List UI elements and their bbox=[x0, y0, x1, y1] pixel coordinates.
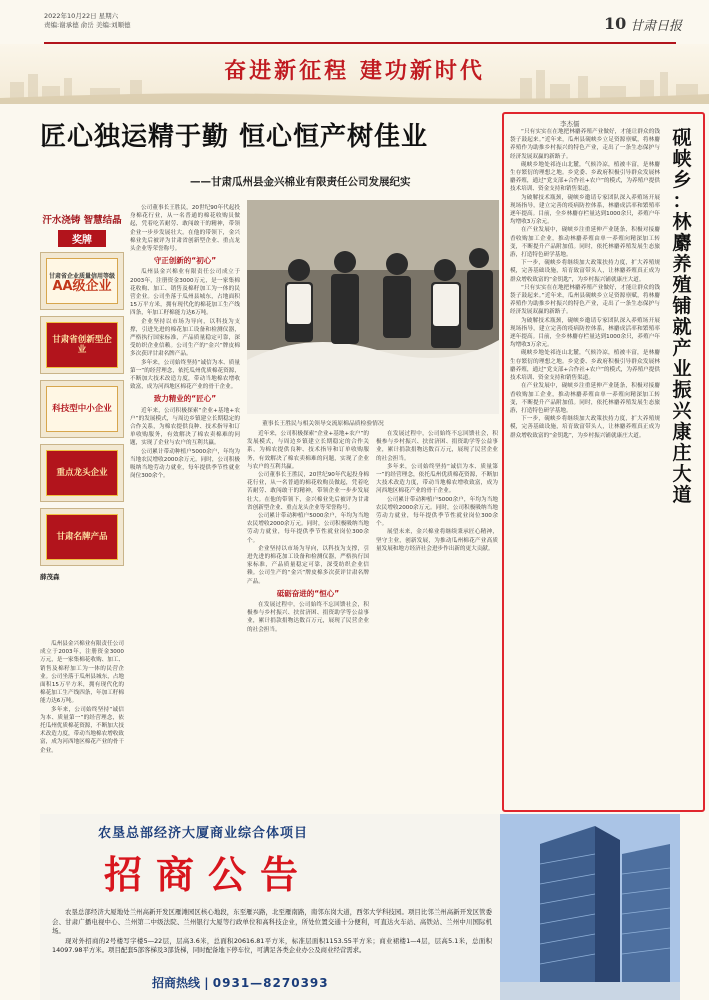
right-article-title bbox=[666, 128, 698, 558]
title-char: 产 bbox=[672, 337, 692, 359]
article-column-2 bbox=[130, 204, 240, 808]
hotline-separator: | bbox=[204, 976, 213, 990]
right-article-author: 李杰儒 bbox=[560, 120, 580, 128]
masthead-meta bbox=[44, 12, 131, 30]
paragraph: 瓜州县金兴棉业有限责任公司成立于2003年，注册资金3000万元，是一家集棉花收购、加工、销售及棉籽加工为一体的民营企业。公司坐落于瓜州县城东，占地面积15万平方米，拥有现代化的棉花加工生产线四条，年加工籽棉能力达6万吨。 bbox=[40, 641, 124, 705]
paragraph: 企业坚持以市场为导向，以科技为支撑，引进先进的棉花加工设备和检测仪器，严格执行国家标准，产品质量稳定可靠，深受纺织企业信赖。公司生产的“金兴”牌皮棉多次获评甘肃名牌产品。 bbox=[247, 545, 369, 585]
title-char: 大 bbox=[672, 463, 692, 485]
award-plaque-inner bbox=[46, 258, 118, 304]
paragraph: 近年来，公司积极探索“企业+基地+农户”的发展模式，与周边乡镇建立长期稳定的合作关系，为棉农提供良种、技术指导和订单收购服务，有效解决了棉农卖棉难的问题，实现了企业与农户的互利共赢。 bbox=[130, 407, 240, 447]
page-number: 10 bbox=[604, 14, 627, 33]
title-char: 康 bbox=[672, 421, 692, 443]
ad-hotline bbox=[152, 974, 329, 991]
paragraph: 公司累计带动种植户5000余户，年均为当地农民增收2000余万元。同时，公司积极吸纳当地劳动力就业，每年提供季节性就业岗位300余个。 bbox=[130, 448, 240, 480]
ad-paragraph: 现对外招商的2号楼写字楼5—22层，层高3.6米，总面积20616.81平方米，标准层面积1153.55平方米；商业裙楼1—4层，层高5.1米，总面积14097.98平方米。项目配套5部客梯及3部货梯，同时配备地下停车位，可满足各类企业办公及商业经营需求。 bbox=[52, 936, 492, 955]
paragraph: 为破解技术瓶颈，砚峡乡邀请专家团队深入养殖场开展现场指导，建立完善的疫病防控体系，林麝成活率和繁殖率逐年提高。目前，全乡林麝存栏量达到1000余只，养殖户年均增收3万余元。 bbox=[510, 194, 660, 226]
photo-caption: 董事长王胜民与相关领导交流原棉品质检验情况 bbox=[262, 421, 384, 427]
title-char: 道 bbox=[672, 484, 692, 506]
paragraph: 公司董事长王胜民，20世纪90年代起投身棉花行业，从一名普通的棉花收购员做起，凭着吃苦耐劳、敢闯敢干的精神，带领企业一步步发展壮大。在他的带领下，金兴棉业先后被评为甘肃省创新型企业、重点龙头企业等荣誉称号。 bbox=[130, 205, 240, 253]
paragraph: 砚峡乡地处祁连山北麓，气候冷凉，植被丰富，是林麝生存繁衍的理想之地。乡党委、乡政府积极引导群众发展林麝养殖，通过“党支部+合作社+农户”的模式，为养殖户提供技术培训、资金支持和销售渠道。 bbox=[510, 161, 660, 193]
sidebar-author: 薛茂森 bbox=[40, 573, 60, 581]
award-plaque bbox=[40, 380, 124, 438]
award-plaque bbox=[40, 508, 124, 566]
title-char: 振 bbox=[672, 379, 692, 401]
article-column-4 bbox=[376, 430, 498, 808]
ad-paragraph: 农垦总部经济大厦地处兰州高新开发区雁滩园区核心地段，东至雁兴路，北至雁南路，南邻东岗大道，西邻大学科技园。项目比邻兰州高新开发区管委会、甘肃广播电视中心、兰州第二中级法院、兰州银行大厦等行政单位和高科技企业，所处位置交通十分便利，可直达火车站、高铁站、兰州中川国际机场。 bbox=[52, 908, 492, 936]
paragraph: 下一步，砚峡乡将继续加大政策扶持力度，扩大养殖规模，完善基础设施，培育致富带头人，让林麝养殖真正成为群众增收致富的“金钥匙”，为乡村振兴铺就康庄大道。 bbox=[510, 416, 660, 439]
paragraph: 企业坚持以市场为导向，以科技为支撑，引进先进的棉花加工设备和检测仪器，严格执行国家标准，产品质量稳定可靠，深受纺织企业信赖。公司生产的“金兴”牌皮棉多次获评甘肃名牌产品。 bbox=[130, 318, 240, 358]
title-char: 殖 bbox=[672, 274, 692, 296]
awards-label: 奖牌 bbox=[58, 230, 106, 247]
award-name: 重点龙头企业 bbox=[46, 450, 118, 496]
slogan-text: 奋进新征程 建功新时代 bbox=[224, 59, 485, 84]
main-headline: 匠心独运精于勤 恒心恒产树佳业 bbox=[40, 122, 429, 152]
paragraph: 砚峡乡地处祁连山北麓，气候冷凉，植被丰富，是林麝生存繁衍的理想之地。乡党委、乡政府积极引导群众发展林麝养殖，通过“党支部+合作社+农户”的模式，为养殖户提供技术培训、资金支持和销售渠道。 bbox=[510, 350, 660, 382]
title-char: ： bbox=[672, 190, 692, 212]
ad-title: 农垦总部经济大厦商业综合体项目 bbox=[98, 826, 309, 841]
paragraph: 在产业发展中，砚峡乡注重延伸产业链条，积极对接麝香收购加工企业，推动林麝养殖由单一养殖向精深加工转变，不断提升产品附加值。同时，依托林麝养殖发展生态旅游，打造特色研学基地。 bbox=[510, 227, 660, 259]
title-char: 峡 bbox=[672, 148, 692, 170]
section-title: 砥砺奋进的“恒心” bbox=[276, 588, 340, 598]
right-article-body bbox=[510, 128, 660, 804]
title-char: 庄 bbox=[672, 442, 692, 464]
awards-title: 汗水浇铸 智慧结晶 bbox=[42, 215, 122, 226]
article-column-3 bbox=[247, 430, 369, 808]
hotline-label: 招商热线 bbox=[152, 976, 201, 990]
paragraph: 公司累计带动种植户5000余户，年均为当地农民增收2000余万元。同时，公司积极吸纳当地劳动力就业，每年提供季节性就业岗位300余个。 bbox=[376, 496, 498, 528]
issue-date: 2022年10月22日 星期六 bbox=[44, 12, 119, 20]
title-char: 养 bbox=[672, 253, 692, 275]
awards-sidebar bbox=[40, 212, 124, 632]
award-plaque bbox=[40, 316, 124, 374]
paragraph: 公司董事长王胜民，20世纪90年代起投身棉花行业，从一名普通的棉花收购员做起，凭着吃苦耐劳、敢闯敢干的精神，带领企业一步步发展壮大。在他的带领下，金兴棉业先后被评为甘肃省创新型企业、重点龙头企业等荣誉称号。 bbox=[247, 472, 369, 511]
hotline-number: 0931—8270393 bbox=[212, 976, 329, 990]
award-plaque bbox=[40, 252, 124, 310]
title-char: 铺 bbox=[672, 295, 692, 317]
building-illustration bbox=[500, 814, 680, 1000]
title-char: 乡 bbox=[672, 169, 692, 191]
title-char: 林 bbox=[672, 211, 692, 233]
paragraph: 为破解技术瓶颈，砚峡乡邀请专家团队深入养殖场开展现场指导，建立完善的疫病防控体系，林麝成活率和繁殖率逐年提高。目前，全乡林麝存栏量达到1000余只，养殖户年均增收3万余元。 bbox=[510, 317, 660, 349]
paragraph: 多年来，公司始终坚持“诚信为本、质量第一”的经营理念，依托瓜州优质棉花资源，不断加大技术改造力度，带动当地棉农增收致富，成为河西地区棉花产业的骨干企业。 bbox=[40, 706, 124, 754]
paragraph: “只有实实在在地把林麝养殖产业做好，才能让群众的钱袋子鼓起来。”近年来，瓜州县砚峡乡立足资源禀赋，将林麝养殖作为助推乡村振兴的特色产业，走出了一条生态保护与经济发展双赢的新路子。 bbox=[510, 284, 660, 316]
award-name: AA级企业 bbox=[52, 279, 112, 294]
paragraph: 多年来，公司始终坚持“诚信为本、质量第一”的经营理念，依托瓜州优质棉花资源，不断加大技术改造力度，带动当地棉农增收致富，成为河西地区棉花产业的骨干企业。 bbox=[376, 463, 498, 495]
paragraph: 在发展过程中，公司始终不忘回馈社会，积极参与乡村振兴、扶贫济困、捐资助学等公益事业，累计捐款捐物达数百万元，展现了民营企业的社会担当。 bbox=[247, 602, 369, 633]
paragraph: “只有实实在在地把林麝养殖产业做好，才能让群众的钱袋子鼓起来。”近年来，瓜州县砚峡乡立足资源禀赋，将林麝养殖作为助推乡村振兴的特色产业，走出了一条生态保护与经济发展双赢的新路子。 bbox=[510, 129, 660, 160]
title-char: 麝 bbox=[672, 232, 692, 254]
paragraph: 公司累计带动种植户5000余户，年均为当地农民增收2000余万元。同时，公司积极吸纳当地劳动力就业，每年提供季节性就业岗位300余个。 bbox=[247, 513, 369, 544]
paper-logo: 甘肃日报 bbox=[630, 19, 683, 34]
paragraph: 多年来，公司始终坚持“诚信为本、质量第一”的经营理念，依托瓜州优质棉花资源，不断加大技术改造力度，带动当地棉农增收致富，成为河西地区棉花产业的骨干企业。 bbox=[130, 359, 240, 391]
ad-body bbox=[52, 908, 492, 956]
ad-headline: 招商公告 bbox=[104, 853, 313, 897]
masthead bbox=[0, 0, 709, 44]
slogan-banner bbox=[0, 44, 709, 104]
award-plaque bbox=[40, 444, 124, 502]
main-subheadline: ——甘肃瓜州县金兴棉业有限责任公司发展纪实 bbox=[190, 176, 411, 188]
award-name: 科技型中小企业 bbox=[46, 386, 118, 432]
paragraph: 在产业发展中，砚峡乡注重延伸产业链条，积极对接麝香收购加工企业，推动林麝养殖由单一养殖向精深加工转变，不断提升产品附加值。同时，依托林麝养殖发展生态旅游，打造特色研学基地。 bbox=[510, 383, 660, 414]
article-column-1 bbox=[40, 640, 124, 808]
award-name: 甘肃名牌产品 bbox=[46, 514, 118, 560]
paragraph: 下一步，砚峡乡将继续加大政策扶持力度，扩大养殖规模，完善基础设施，培育致富带头人，让林麝养殖真正成为群众增收致富的“金钥匙”，为乡村振兴铺就康庄大道。 bbox=[510, 260, 660, 283]
advertisement bbox=[40, 814, 680, 1000]
section-title: 致力精业的“匠心” bbox=[153, 394, 217, 404]
title-char: 兴 bbox=[672, 400, 692, 422]
title-char: 砚 bbox=[672, 127, 692, 149]
title-char: 就 bbox=[672, 316, 692, 338]
award-name: 甘肃省创新型企业 bbox=[46, 322, 118, 368]
paragraph: 近年来，公司积极探索“企业+基地+农户”的发展模式，与周边乡镇建立长期稳定的合作关系，为棉农提供良种、技术指导和订单收购服务，有效解决了棉农卖棉难的问题，实现了企业与农户的互利共赢。 bbox=[247, 431, 369, 470]
award-caption: 甘肃省企业质量信用等级 bbox=[49, 273, 116, 280]
paragraph: 展望未来，金兴棉业将继续秉承匠心精神，坚守主业，创新发展，为推动瓜州棉花产业高质量发展和地方经济社会进步作出新的更大贡献。 bbox=[376, 529, 498, 552]
section-title: 守正创新的“初心” bbox=[153, 256, 217, 266]
paragraph: 在发展过程中，公司始终不忘回馈社会，积极参与乡村振兴、扶贫济困、捐资助学等公益事业，累计捐款捐物达数百万元，展现了民营企业的社会担当。 bbox=[376, 431, 498, 462]
paragraph: 瓜州县金兴棉业有限责任公司成立于2003年，注册资金3000万元，是一家集棉花收购、加工、销售及棉籽加工为一体的民营企业。公司坐落于瓜州县城东，占地面积15万平方米，拥有现代化的棉花加工生产线四条，年加工籽棉能力达6万吨。 bbox=[130, 269, 240, 317]
title-char: 业 bbox=[672, 358, 692, 380]
page-editors: 责编:谢承德 俞岳 美编:刘顺德 bbox=[44, 21, 131, 29]
article-photo bbox=[247, 200, 499, 414]
